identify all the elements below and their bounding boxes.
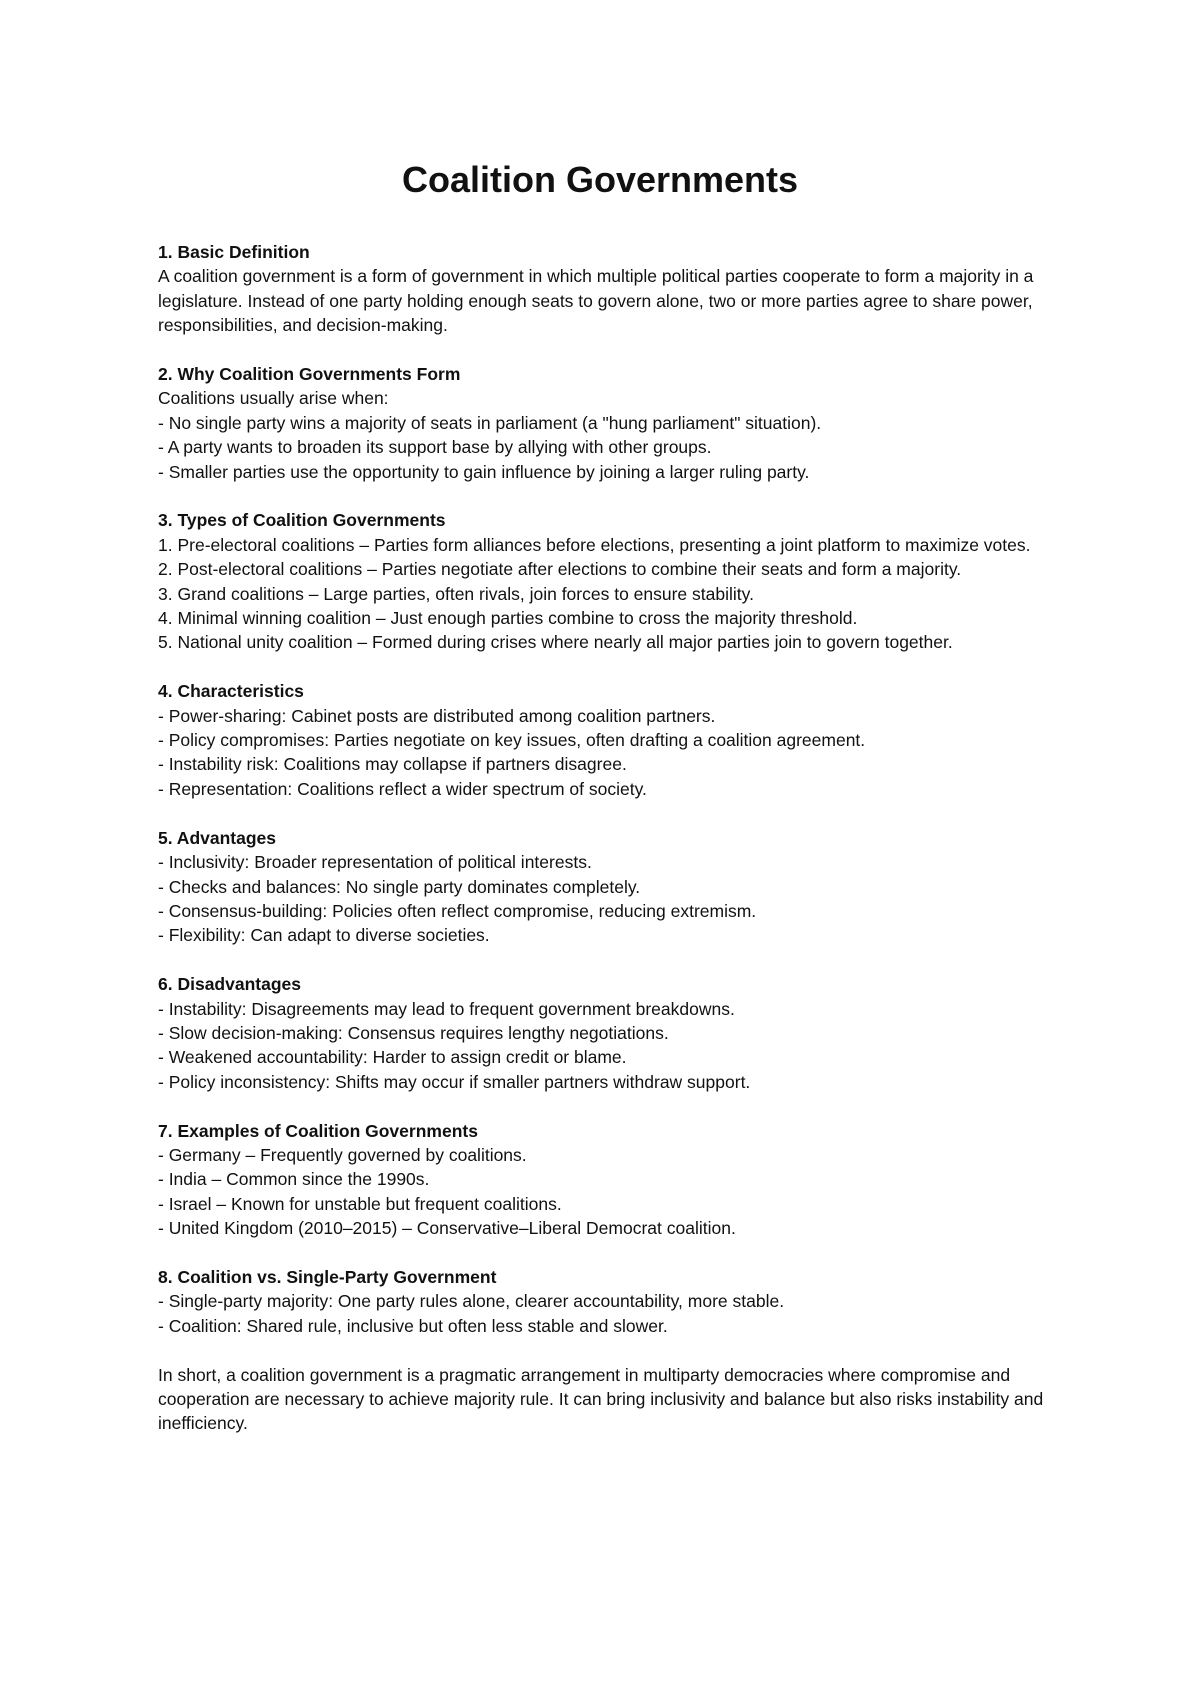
section-heading: 5. Advantages bbox=[158, 827, 277, 848]
section-line: - A party wants to broaden its support base by allying with other groups. bbox=[158, 437, 712, 458]
document-body bbox=[158, 240, 1058, 1436]
section-disadvantages bbox=[158, 972, 1058, 1094]
section-line: - Weakened accountability: Harder to assign credit or blame. bbox=[158, 1047, 627, 1068]
section-heading: 3. Types of Coalition Governments bbox=[158, 510, 446, 531]
section-line: - Coalition: Shared rule, inclusive but often less stable and slower. bbox=[158, 1315, 668, 1336]
section-line: - Instability: Disagreements may lead to frequent government breakdowns. bbox=[158, 998, 735, 1019]
section-examples bbox=[158, 1119, 1058, 1241]
section-heading: 7. Examples of Coalition Governments bbox=[158, 1120, 478, 1141]
section-line: 1. Pre-electoral coalitions – Parties form alliances before elections, presenting a joint platform to maximize votes. bbox=[158, 534, 1031, 555]
section-line: - Consensus-building: Policies often reflect compromise, reducing extremism. bbox=[158, 900, 757, 921]
section-heading: 8. Coalition vs. Single-Party Government bbox=[158, 1266, 497, 1287]
section-line: 5. National unity coalition – Formed during crises where nearly all major parties join to govern together. bbox=[158, 632, 953, 653]
section-basic-definition bbox=[158, 240, 1058, 338]
section-line: - Israel – Known for unstable but frequent coalitions. bbox=[158, 1193, 562, 1214]
section-line: - Smaller parties use the opportunity to gain influence by joining a larger ruling party. bbox=[158, 461, 810, 482]
section-line: - Germany – Frequently governed by coalitions. bbox=[158, 1144, 527, 1165]
section-line: 3. Grand coalitions – Large parties, often rivals, join forces to ensure stability. bbox=[158, 583, 754, 604]
section-heading: 2. Why Coalition Governments Form bbox=[158, 364, 461, 385]
section-line: - Instability risk: Coalitions may collapse if partners disagree. bbox=[158, 754, 627, 775]
section-line: - Policy inconsistency: Shifts may occur if smaller partners withdraw support. bbox=[158, 1071, 751, 1092]
section-line: - Checks and balances: No single party dominates completely. bbox=[158, 876, 641, 897]
section-line: - Policy compromises: Parties negotiate on key issues, often drafting a coalition agreement. bbox=[158, 730, 866, 751]
section-line: - Power-sharing: Cabinet posts are distributed among coalition partners. bbox=[158, 705, 716, 726]
closing-paragraph: In short, a coalition government is a pragmatic arrangement in multiparty democracies where compromise and cooperation are necessary to achieve majority rule. It can bring inclusivity and balance but also risks instability and inefficiency. bbox=[158, 1364, 1044, 1434]
section-line: - India – Common since the 1990s. bbox=[158, 1169, 430, 1190]
section-advantages bbox=[158, 826, 1058, 948]
section-heading: 6. Disadvantages bbox=[158, 974, 301, 995]
section-heading: 4. Characteristics bbox=[158, 681, 304, 702]
section-line: - Representation: Coalitions reflect a wider spectrum of society. bbox=[158, 778, 647, 799]
document-title: Coalition Governments bbox=[401, 159, 799, 200]
section-line: - United Kingdom (2010–2015) – Conservative–Liberal Democrat coalition. bbox=[158, 1218, 736, 1239]
section-line: - No single party wins a majority of seats in parliament (a "hung parliament" situation). bbox=[158, 412, 822, 433]
section-why-form bbox=[158, 362, 1058, 484]
section-line: 4. Minimal winning coalition – Just enough parties combine to cross the majority threshold. bbox=[158, 608, 858, 629]
section-line: - Inclusivity: Broader representation of political interests. bbox=[158, 852, 592, 873]
section-line: - Slow decision-making: Consensus requires lengthy negotiations. bbox=[158, 1022, 669, 1043]
section-paragraph: A coalition government is a form of government in which multiple political parties cooperate to form a majority in a legislature. Instead of one party holding enough seats to govern alone, two or more parties agree to share power, responsibilities, and decision-making. bbox=[158, 266, 1034, 336]
section-types bbox=[158, 508, 1058, 654]
section-comparison bbox=[158, 1265, 1058, 1338]
section-heading: 1. Basic Definition bbox=[158, 242, 310, 262]
section-line: - Flexibility: Can adapt to diverse societies. bbox=[158, 925, 490, 946]
section-line: Coalitions usually arise when: bbox=[158, 388, 389, 409]
section-line: 2. Post-electoral coalitions – Parties negotiate after elections to combine their seats and form a majority. bbox=[158, 559, 962, 580]
section-line: - Single-party majority: One party rules alone, clearer accountability, more stable. bbox=[158, 1291, 785, 1312]
section-characteristics bbox=[158, 679, 1058, 801]
